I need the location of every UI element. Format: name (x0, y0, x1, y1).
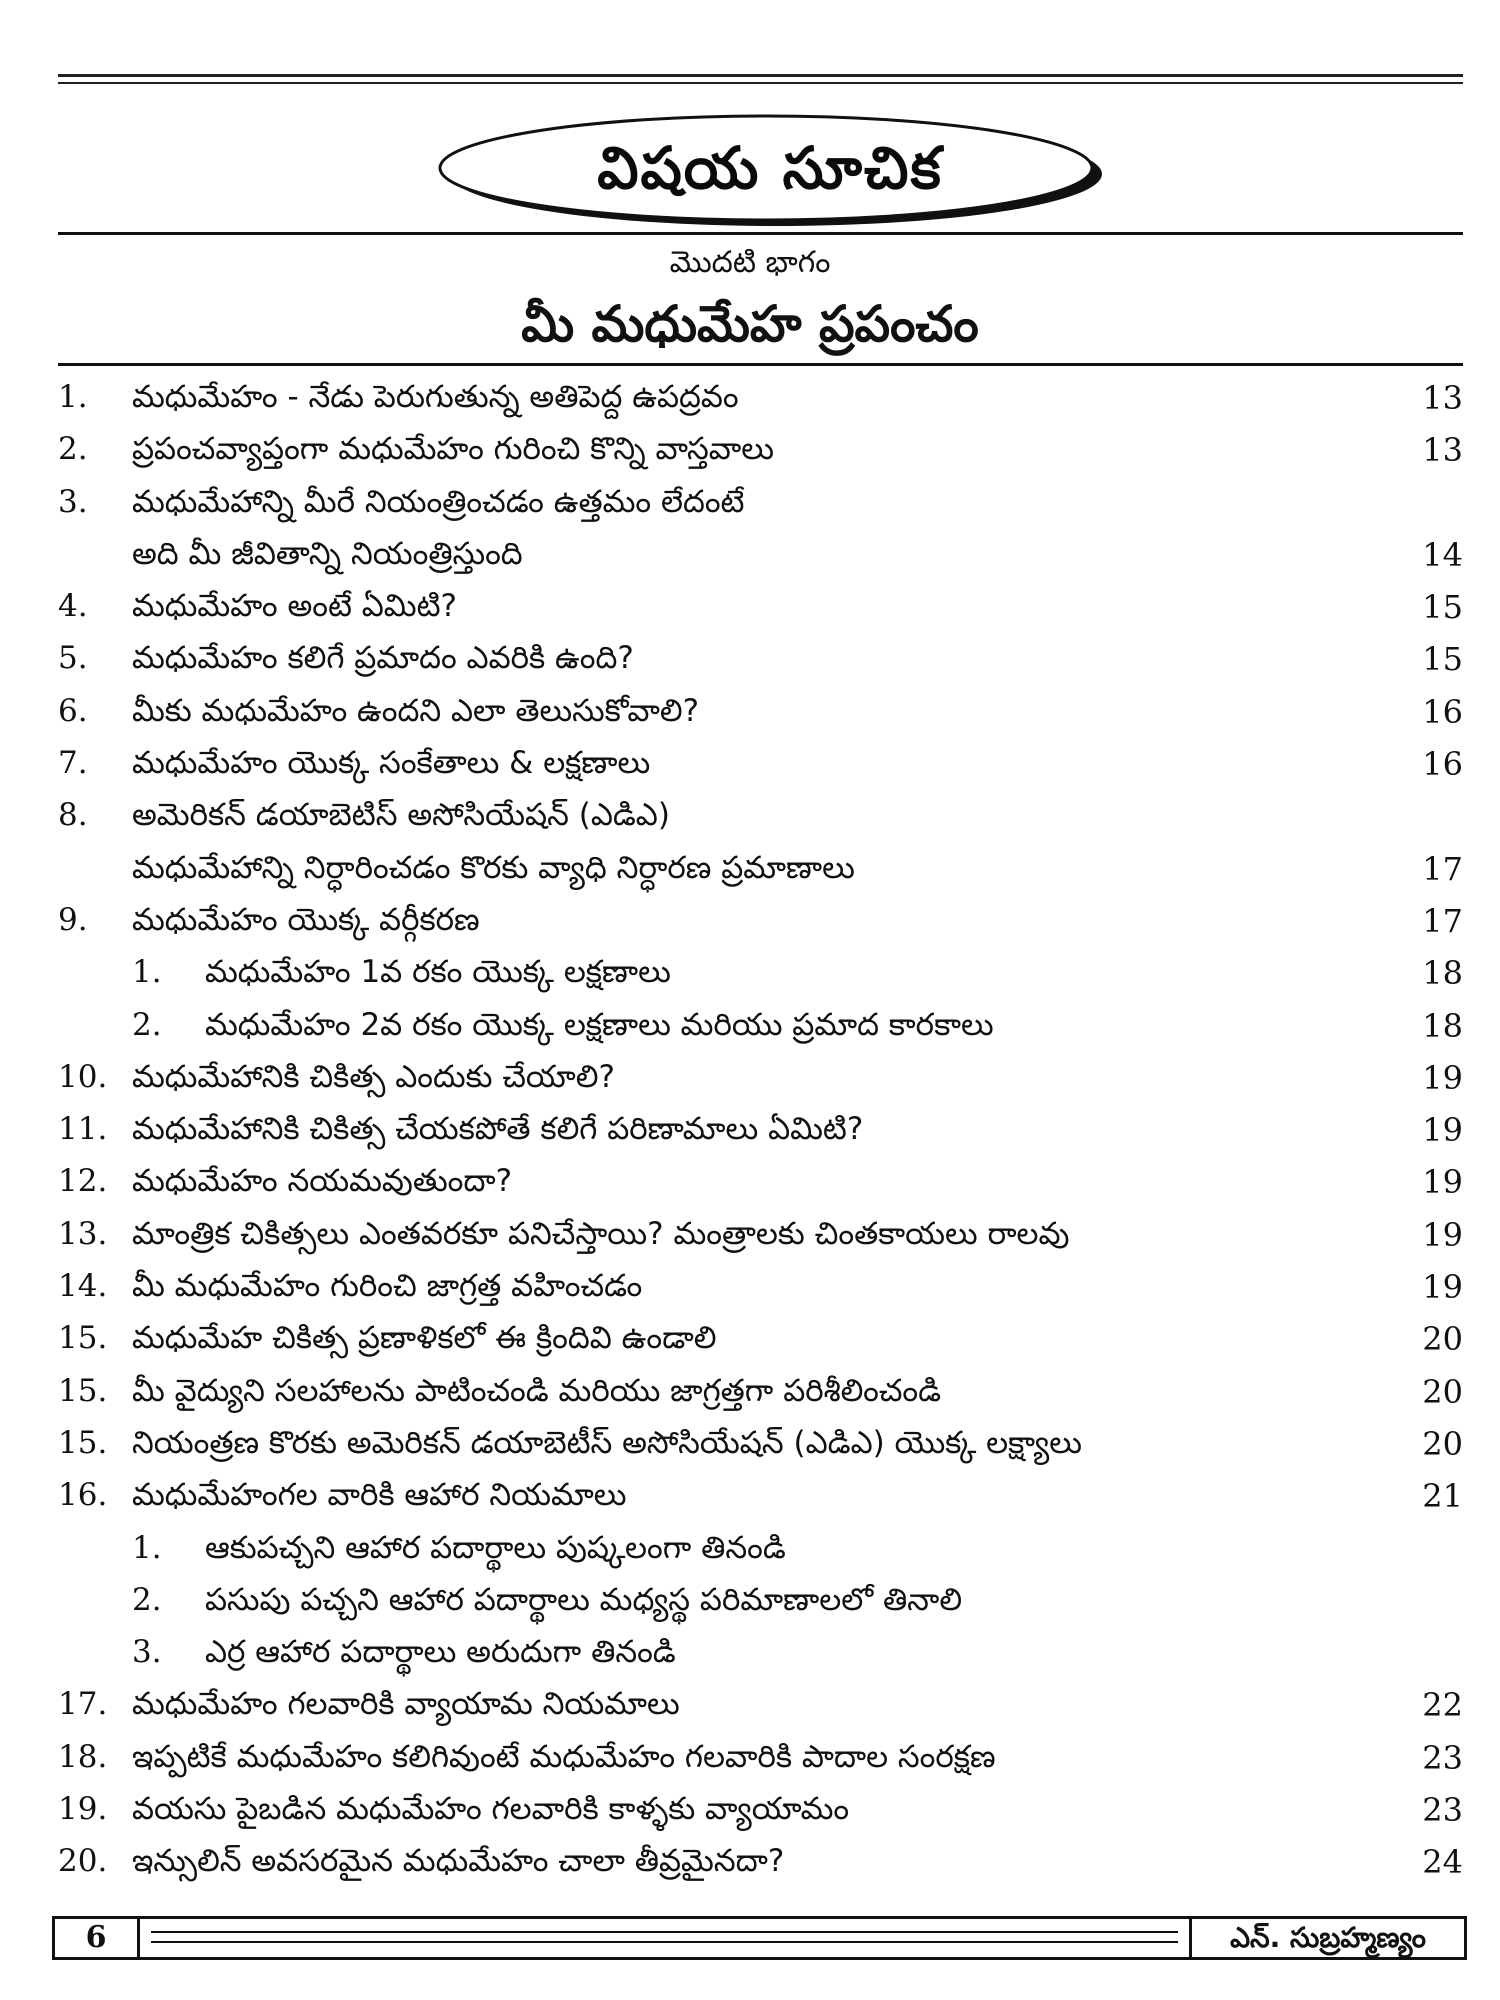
author-name: ఎన్. సుబ్రహ్మణ్యం (1189, 1919, 1464, 1957)
toc-entry-number: 7. (58, 745, 88, 782)
toc-entry-number: 1. (58, 379, 88, 415)
toc-top-rule (58, 363, 1463, 366)
toc-entry-title: మధుమేహాన్ని మీరే నియంత్రించడం ఉత్తమం లేదంటే (132, 483, 745, 520)
toc-entry-title: అమెరికన్ డయాబెటిస్ అసోసియేషన్ (ఎడిఎ) (132, 797, 670, 834)
toc-entry (0, 578, 1500, 630)
title-oval (430, 112, 1110, 230)
part-title: మీ మధుమేహ ప్రపంచం (521, 295, 979, 353)
toc-entry (0, 630, 1500, 682)
page-title: విషయ సూచిక (597, 134, 943, 202)
toc-entry-number: 5. (58, 640, 88, 677)
toc-entry-number: 2. (132, 1006, 162, 1043)
toc-entry-title: మధుమేహాన్ని నిర్ధారించడం కొరకు వ్యాధి నిర్ధారణ ప్రమాణాలు (132, 849, 855, 886)
toc-entry-title: ఇప్పటికే మధుమేహం కలిగివుంటే మధుమేహం గలవారికి పాదాల సంరక్షణ (132, 1738, 996, 1775)
title-rule (58, 232, 1463, 235)
toc-entry (0, 1206, 1500, 1258)
toc-entry (0, 421, 1500, 473)
toc-entry (0, 892, 1500, 944)
toc-entry-page: 19 (1422, 1163, 1463, 1202)
toc-entry-title: మధుమేహం యొక్క సంకేతాలు & లక్షణాలు (132, 745, 651, 782)
toc-entry-page: 19 (1422, 1058, 1463, 1097)
toc-entry-page: 22 (1422, 1686, 1463, 1725)
toc-entry-title: వయసు పైబడిన మధుమేహం గలవారికి కాళ్ళకు వ్యాయామం (132, 1791, 850, 1828)
toc-entry-page: 23 (1422, 1738, 1463, 1777)
toc-entry (0, 1676, 1500, 1728)
toc-entry-page: 19 (1422, 1268, 1463, 1307)
toc-entry-title: ప్రపంచవ్యాప్తంగా మధుమేహం గురించి కొన్ని వాస్తవాలు (132, 431, 774, 468)
toc-entry-number: 13. (58, 1215, 108, 1252)
toc-entry (0, 1258, 1500, 1310)
toc-entry-title: మధుమేహానికి చికిత్స ఎందుకు చేయాలి? (132, 1058, 615, 1095)
toc-entry-title: మధుమేహం గలవారికి వ్యాయామ నియమాలు (132, 1686, 680, 1723)
toc-entry-number: 3. (132, 1634, 162, 1671)
toc-entry-number: 19. (58, 1791, 108, 1828)
top-rule (58, 74, 1463, 77)
toc-entry (0, 369, 1500, 421)
toc-entry-page: 23 (1422, 1791, 1463, 1830)
toc-entry-page: 13 (1422, 379, 1463, 417)
toc-entry-page: 15 (1422, 640, 1463, 679)
toc-entry-title: మధుమేహ చికిత్స ప్రణాళికలో ఈ క్రిందివి ఉండాలి (132, 1320, 717, 1357)
toc-entry-number: 10. (58, 1058, 108, 1095)
toc-entry-title: ఎర్ర ఆహార పదార్థాలు అరుదుగా తినండి (205, 1634, 676, 1671)
toc-entry (0, 1781, 1500, 1833)
toc-entry-number: 17. (58, 1686, 108, 1723)
toc-entry-page: 17 (1422, 901, 1463, 940)
toc-entry-title: పసుపు పచ్చని ఆహార పదార్థాలు మధ్యస్థ పరిమాణాలలో తినాలి (205, 1581, 963, 1618)
toc-entry-number: 1. (132, 1529, 162, 1566)
toc-entry-page: 16 (1422, 745, 1463, 784)
toc-entry-page: 21 (1422, 1477, 1463, 1516)
toc-entry (0, 1520, 1500, 1572)
toc-entry (0, 840, 1500, 892)
toc-entry-title: మధుమేహం యొక్క వర్గీకరణ (132, 901, 480, 938)
toc-entry-title: మధుమేహం నయమవుతుందా? (132, 1163, 513, 1200)
toc-entry-title: మీకు మధుమేహం ఉందని ఎలా తెలుసుకోవాలి? (132, 692, 700, 729)
toc-entry-number: 15. (58, 1372, 108, 1409)
toc-entry-number: 6. (58, 692, 88, 729)
toc-entry-page: 15 (1422, 588, 1463, 627)
toc-entry-title: ఇన్సులిన్ అవసరమైన మధుమేహం చాలా తీవ్రమైనదా? (132, 1843, 785, 1880)
toc-entry-page: 17 (1422, 849, 1463, 888)
footer-rule (151, 1941, 1178, 1943)
toc-entry (0, 1153, 1500, 1205)
toc-entry-number: 16. (58, 1477, 108, 1514)
toc-entry (0, 787, 1500, 839)
toc-entry (0, 1467, 1500, 1519)
toc-entry-number: 14. (58, 1268, 108, 1305)
part-label: మొదటి భాగం (669, 245, 831, 280)
toc-entry (0, 944, 1500, 996)
toc-entry-page: 19 (1422, 1111, 1463, 1150)
toc-entry (0, 1729, 1500, 1781)
toc-entry-page: 16 (1422, 692, 1463, 731)
toc-entry-page: 20 (1422, 1424, 1463, 1463)
toc-entry (0, 1833, 1500, 1885)
toc-entry-page: 19 (1422, 1215, 1463, 1254)
toc-entry-number: 4. (58, 588, 88, 625)
toc-entry-title: మధుమేహం 2వ రకం యొక్క లక్షణాలు మరియు ప్రమాద కారకాలు (205, 1006, 994, 1043)
toc-entry (0, 683, 1500, 735)
toc-entry-number: 20. (58, 1843, 108, 1880)
toc-entry-title: మధుమేహం 1వ రకం యొక్క లక్షణాలు (205, 954, 671, 991)
toc-entry-title: మీ మధుమేహం గురించి జాగ్రత్త వహించడం (132, 1268, 643, 1305)
toc-entry (0, 1049, 1500, 1101)
toc-entry (0, 526, 1500, 578)
toc-entry (0, 1101, 1500, 1153)
toc-entry-number: 2. (132, 1581, 162, 1618)
toc-entry-page: 24 (1422, 1843, 1463, 1882)
page-number: 6 (55, 1919, 140, 1957)
toc-entry-title: నియంత్రణ కొరకు అమెరికన్ డయాబెటీస్ అసోసియేషన్ (ఎడిఎ) యొక్క లక్ష్యాలు (132, 1424, 1082, 1461)
toc-entry-title: మధుమేహం - నేడు పెరుగుతున్న అతిపెద్ద ఉపద్రవం (132, 379, 739, 415)
toc-entry-number: 15. (58, 1424, 108, 1461)
toc-entry-number: 8. (58, 797, 88, 834)
toc-entry-title: మాంత్రిక చికిత్సలు ఎంతవరకూ పనిచేస్తాయి? మంత్రాలకు చింతకాయలు రాలవు (132, 1215, 1070, 1252)
toc-entry (0, 1363, 1500, 1415)
toc-entry-title: ఆకుపచ్చని ఆహార పదార్థాలు పుష్కలంగా తినండి (205, 1529, 786, 1566)
toc-entry-title: మధుమేహం అంటే ఏమిటి? (132, 588, 457, 625)
toc-entry (0, 1310, 1500, 1362)
page-footer (52, 1916, 1467, 1960)
footer-rule (151, 1931, 1178, 1933)
toc-entry (0, 1572, 1500, 1624)
toc-entry (0, 997, 1500, 1049)
toc-entry-number: 15. (58, 1320, 108, 1357)
top-rule-2 (58, 82, 1463, 84)
toc-entry-number: 12. (58, 1163, 108, 1200)
toc-entry-page: 18 (1422, 1006, 1463, 1045)
toc-entry-title: మీ వైద్యుని సలహాలను పాటించండి మరియు జాగ్రత్తగా పరిశీలించండి (132, 1372, 942, 1409)
toc-entry (0, 735, 1500, 787)
toc-entry-page: 20 (1422, 1372, 1463, 1411)
toc-entry-number: 3. (58, 483, 88, 520)
toc-entry-page: 13 (1422, 431, 1463, 470)
toc-entry-number: 9. (58, 901, 88, 938)
toc-entry-page: 18 (1422, 954, 1463, 993)
toc-entry-title: మధుమేహానికి చికిత్స చేయకపోతే కలిగే పరిణామాలు ఏమిటి? (132, 1111, 864, 1148)
toc-entry-number: 11. (58, 1111, 108, 1148)
table-of-contents (0, 369, 1500, 1886)
toc-entry-number: 2. (58, 431, 88, 468)
toc-entry-title: మధుమేహంగల వారికి ఆహార నియమాలు (132, 1477, 627, 1514)
toc-entry-title: మధుమేహం కలిగే ప్రమాదం ఎవరికి ఉంది? (132, 640, 634, 677)
toc-entry-number: 1. (132, 954, 162, 991)
toc-entry-number: 18. (58, 1738, 108, 1775)
toc-entry (0, 1415, 1500, 1467)
toc-entry (0, 474, 1500, 526)
toc-entry-page: 14 (1422, 535, 1463, 574)
toc-entry-title: అది మీ జీవితాన్ని నియంత్రిస్తుంది (132, 535, 523, 572)
toc-entry (0, 1624, 1500, 1676)
toc-entry-page: 20 (1422, 1320, 1463, 1359)
